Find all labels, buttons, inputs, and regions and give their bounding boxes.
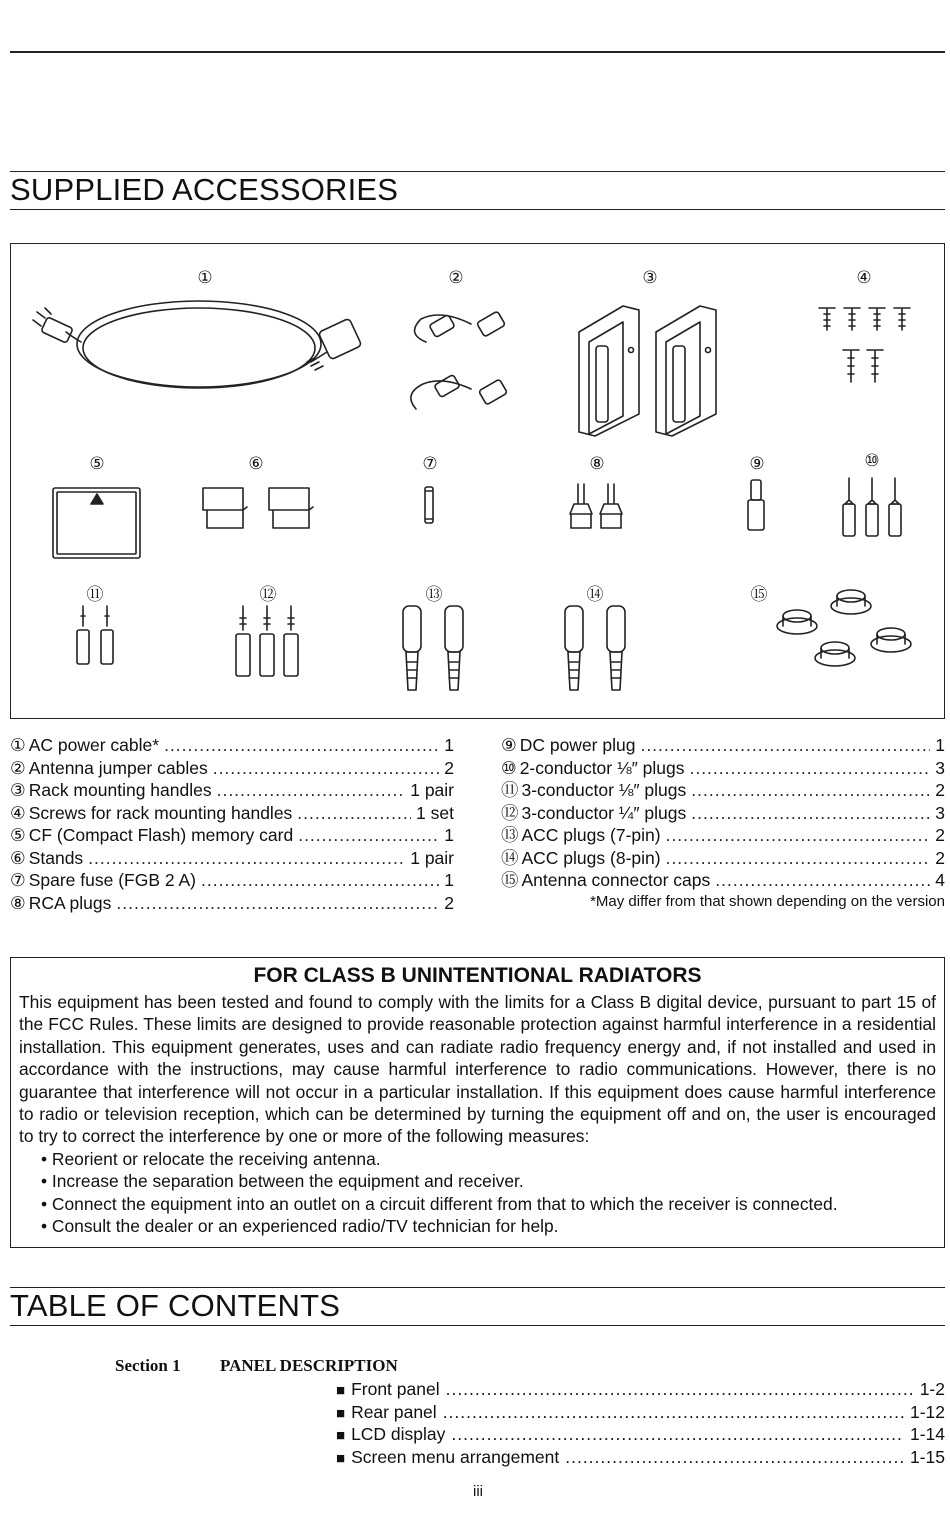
list-item bbox=[501, 757, 945, 780]
dot-leader bbox=[666, 824, 931, 847]
toc-entry-page: 1-2 bbox=[919, 1379, 945, 1399]
list-item bbox=[501, 824, 945, 847]
item-number: ② bbox=[10, 757, 26, 778]
item-quantity: 4 bbox=[935, 870, 945, 890]
list-item bbox=[10, 892, 454, 915]
list-item bbox=[10, 824, 454, 847]
item-name: ACC plugs (8-pin) bbox=[521, 847, 661, 868]
item-number: ⑨ bbox=[501, 735, 517, 755]
item-name: ACC plugs (7-pin) bbox=[521, 825, 661, 845]
toc-heading-rule-bottom bbox=[10, 1325, 945, 1326]
item-number: ④ bbox=[10, 802, 26, 823]
dot-leader bbox=[565, 1447, 904, 1469]
list-item bbox=[10, 869, 454, 892]
accessory-list-left bbox=[10, 734, 454, 914]
dot-leader bbox=[691, 779, 930, 802]
accessory-list-right bbox=[501, 734, 945, 912]
list-item bbox=[10, 734, 454, 757]
figure-label-8: ⑧ bbox=[589, 454, 605, 473]
item-quantity: 2 bbox=[935, 780, 945, 800]
item-number: ⑧ bbox=[10, 892, 26, 913]
item-number: ⑭ bbox=[501, 847, 519, 868]
fcc-measure-item: • Connect the equipment into an outlet on a circuit different from that to which the receiver is connected. bbox=[41, 1193, 936, 1215]
figure-label-4: ④ bbox=[856, 268, 872, 287]
figure-label-1: ① bbox=[197, 268, 213, 287]
fcc-notice-box bbox=[10, 957, 945, 1248]
item-name: CF (Compact Flash) memory card bbox=[28, 825, 294, 845]
dot-leader bbox=[691, 802, 930, 825]
three-conductor-quarter-plugs-drawing bbox=[236, 606, 298, 676]
square-bullet-icon: ■ bbox=[336, 1427, 346, 1444]
dot-leader bbox=[443, 1402, 904, 1424]
dot-leader bbox=[88, 847, 405, 870]
list-item bbox=[10, 802, 454, 825]
fcc-measure-item: • Increase the separation between the equipment and receiver. bbox=[41, 1170, 936, 1192]
item-quantity: 2 bbox=[935, 847, 945, 868]
dc-power-plug-drawing bbox=[748, 480, 764, 530]
item-quantity: 2 bbox=[935, 825, 945, 845]
antenna-jumper-cables-drawing bbox=[411, 311, 508, 409]
list-item bbox=[10, 847, 454, 870]
fcc-measure-item: • Consult the dealer or an experienced radio/TV technician for help. bbox=[41, 1215, 936, 1237]
toc-entry-name: Screen menu arrangement bbox=[351, 1446, 560, 1467]
item-name: RCA plugs bbox=[28, 892, 112, 913]
dot-leader bbox=[666, 847, 931, 870]
antenna-connector-caps-drawing bbox=[777, 590, 911, 666]
item-quantity: 1 bbox=[444, 735, 454, 755]
figure-label-5: ⑤ bbox=[89, 454, 105, 473]
item-quantity: 2 bbox=[444, 892, 454, 913]
item-name: Antenna jumper cables bbox=[28, 757, 208, 778]
toc-entry[interactable] bbox=[336, 1402, 945, 1425]
figure-label-12: ⑫ bbox=[259, 585, 277, 604]
item-quantity: 2 bbox=[444, 757, 454, 778]
rca-plugs-drawing bbox=[570, 484, 622, 528]
dot-leader bbox=[640, 734, 930, 757]
screws-drawing bbox=[819, 308, 910, 382]
dot-leader bbox=[297, 802, 411, 825]
fcc-body: This equipment has been tested and found to comply with the limits for a Class B digital device, pursuant to part 15 of the FCC Rules. These limits are designed to provide reasonable protection against harmful interference in a residential installation. This equipment generates, uses and can radiate radio frequency energy and, if not installed and used in accordance with the instructions, may cause harmful interference to radio communications. However, there is no guarantee that interference will not occur in a particular installation. If this equipment does cause harmful interference to radio or television reception, which can be determined by turning the equipment off and on, the user is encouraged to try to correct the interference by one or more of the following measures: bbox=[19, 992, 936, 1147]
fcc-title: FOR CLASS B UNINTENTIONAL RADIATORS bbox=[253, 964, 702, 987]
figure-label-15: ⑮ bbox=[750, 585, 768, 604]
item-number: ⑩ bbox=[501, 757, 517, 778]
toc-entries bbox=[336, 1379, 945, 1469]
item-number: ⑬ bbox=[501, 825, 519, 845]
toc-entry[interactable] bbox=[336, 1447, 945, 1470]
toc-entry-name: Front panel bbox=[351, 1379, 440, 1399]
dot-leader bbox=[213, 757, 440, 780]
item-quantity: 1 pair bbox=[410, 780, 454, 800]
accessories-drawing bbox=[11, 244, 944, 718]
list-item bbox=[501, 779, 945, 802]
item-name: Spare fuse (FGB 2 A) bbox=[28, 870, 196, 890]
toc-section-heading bbox=[115, 1356, 398, 1376]
square-bullet-icon: ■ bbox=[336, 1404, 346, 1422]
toc-entry-page: 1-14 bbox=[909, 1424, 945, 1444]
toc-entry-name: LCD display bbox=[351, 1424, 446, 1444]
item-quantity: 1 set bbox=[416, 802, 454, 823]
item-name: DC power plug bbox=[519, 735, 636, 755]
list-item bbox=[501, 734, 945, 757]
square-bullet-icon: ■ bbox=[336, 1382, 346, 1399]
list-item bbox=[501, 847, 945, 870]
acc-plugs-8pin-drawing bbox=[565, 606, 625, 690]
three-conductor-eighth-plugs-drawing bbox=[77, 606, 113, 664]
item-name: Rack mounting handles bbox=[28, 780, 212, 800]
list-item bbox=[501, 869, 945, 892]
fcc-measures-list bbox=[41, 1148, 936, 1238]
item-quantity: 1 bbox=[444, 825, 454, 845]
list-item bbox=[501, 802, 945, 825]
figure-label-7: ⑦ bbox=[422, 454, 438, 473]
toc-entry-page: 1-15 bbox=[909, 1446, 945, 1467]
list-item bbox=[10, 779, 454, 802]
figure-label-9: ⑨ bbox=[749, 454, 765, 473]
item-number: ⑤ bbox=[10, 825, 26, 845]
toc-section-name: PANEL DESCRIPTION bbox=[220, 1356, 398, 1375]
accessories-heading: SUPPLIED ACCESSORIES bbox=[10, 172, 399, 207]
figure-label-3: ③ bbox=[642, 268, 658, 287]
toc-section-label: Section 1 bbox=[115, 1356, 181, 1375]
figure-label-6: ⑥ bbox=[248, 454, 264, 473]
toc-heading: TABLE OF CONTENTS bbox=[10, 1288, 341, 1323]
item-number: ⑥ bbox=[10, 847, 26, 868]
figure-label-11: ⑪ bbox=[86, 585, 104, 604]
spare-fuse-drawing bbox=[425, 487, 433, 523]
version-note: *May differ from that shown depending on the version bbox=[590, 892, 945, 910]
ac-power-cable-drawing bbox=[33, 301, 362, 388]
item-quantity: 3 bbox=[935, 757, 945, 778]
item-number: ③ bbox=[10, 780, 26, 800]
item-name: Screws for rack mounting handles bbox=[28, 802, 293, 823]
dot-leader bbox=[689, 757, 930, 780]
item-name: AC power cable* bbox=[28, 735, 160, 755]
top-rule bbox=[10, 51, 945, 53]
two-conductor-plugs-drawing bbox=[843, 478, 901, 536]
square-bullet-icon: ■ bbox=[336, 1449, 346, 1467]
dot-leader bbox=[298, 824, 439, 847]
item-name: Antenna connector caps bbox=[521, 870, 711, 890]
cf-card-drawing bbox=[53, 488, 140, 558]
item-number: ⑪ bbox=[501, 780, 519, 800]
toc-entry[interactable] bbox=[336, 1424, 945, 1447]
item-quantity: 3 bbox=[935, 802, 945, 823]
accessories-illustration bbox=[10, 243, 945, 719]
fcc-measure-item: • Reorient or relocate the receiving antenna. bbox=[41, 1148, 936, 1170]
list-item bbox=[10, 757, 454, 780]
toc-entry-page: 1-12 bbox=[909, 1401, 945, 1422]
dot-leader bbox=[164, 734, 439, 757]
dot-leader bbox=[217, 779, 406, 802]
dot-leader bbox=[451, 1424, 904, 1446]
item-quantity: 1 pair bbox=[410, 847, 454, 868]
item-number: ⑮ bbox=[501, 870, 519, 890]
acc-plugs-7pin-drawing bbox=[403, 606, 463, 690]
toc-entry-name: Rear panel bbox=[351, 1401, 437, 1422]
item-number: ⑦ bbox=[10, 870, 26, 890]
item-name: 3-conductor ⅛″ plugs bbox=[521, 780, 687, 800]
dot-leader bbox=[116, 892, 439, 915]
item-number: ① bbox=[10, 735, 26, 755]
item-name: Stands bbox=[28, 847, 84, 868]
rack-handles-drawing bbox=[579, 306, 716, 436]
item-quantity: 1 bbox=[935, 735, 945, 755]
figure-label-10: ⑩ bbox=[864, 451, 880, 470]
item-name: 3-conductor ¼″ plugs bbox=[521, 802, 687, 823]
item-name: 2-conductor ⅛″ plugs bbox=[519, 757, 685, 778]
figure-label-14: ⑭ bbox=[586, 585, 604, 604]
page-number: iii bbox=[473, 1483, 483, 1500]
item-quantity: 1 bbox=[444, 870, 454, 890]
dot-leader bbox=[446, 1379, 914, 1401]
dot-leader bbox=[201, 869, 439, 892]
item-number: ⑫ bbox=[501, 802, 519, 823]
accessories-heading-rule-bottom bbox=[10, 209, 945, 210]
dot-leader bbox=[715, 869, 930, 892]
figure-label-13: ⑬ bbox=[425, 585, 443, 604]
stands-drawing bbox=[203, 488, 313, 528]
figure-label-2: ② bbox=[448, 268, 464, 287]
toc-entry[interactable] bbox=[336, 1379, 945, 1402]
